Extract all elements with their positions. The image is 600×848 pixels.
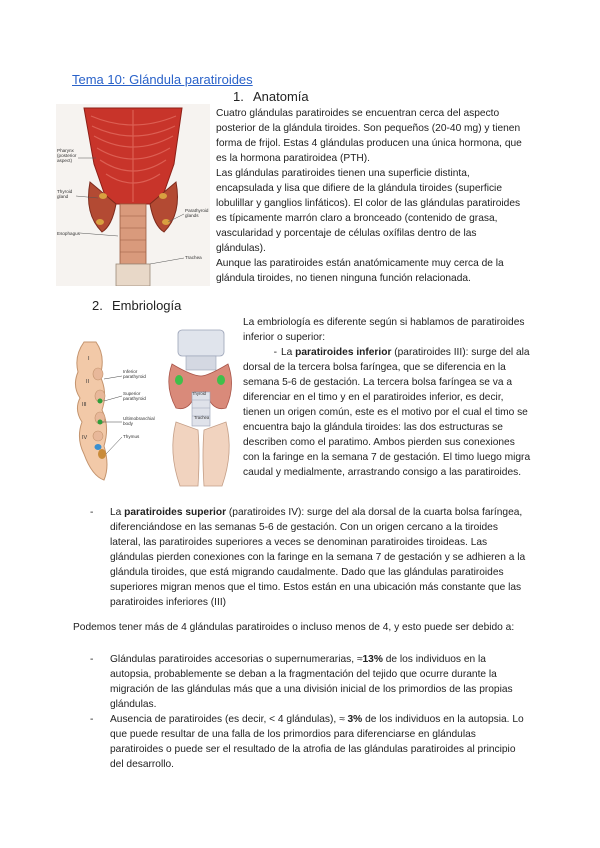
variation-2-pre: Ausencia de paratiroides (es decir, < 4 glándulas), ≈ [110, 714, 348, 725]
list-item-inferior [243, 345, 533, 480]
superior-pre: La [110, 507, 125, 518]
list-dash: - [90, 507, 94, 518]
label-thyroid-1: Thyroid [57, 189, 73, 194]
anatomy-text [216, 106, 528, 286]
list-dash: - [90, 714, 94, 725]
variation-1-body: de los individuos en la autopsia, probablemente se deban a la fragmentación del tejido que ocurre durante la migración de las glándulas más que a una división inicial de los primordios de las propias glándulas. [110, 654, 513, 710]
parathyroid-posterior-illustration [56, 104, 210, 286]
label-thyroid-2: gland [57, 194, 69, 199]
section-title: Embriología [112, 298, 182, 313]
label-ultimobranchial-2: body [123, 421, 133, 426]
section-number: 2. [92, 298, 103, 313]
list-item-superior [90, 505, 530, 610]
label-pharynx-1: Pharynx [57, 148, 74, 153]
label-thymus: Thymus [123, 434, 140, 439]
pharyngeal-pouch-illustration [58, 326, 236, 490]
list-dash: - [273, 347, 277, 358]
label-trachea: Trachea [185, 255, 202, 260]
variation-2-bold: 3% [347, 714, 363, 725]
label-pharynx-3: aspect) [57, 158, 73, 163]
label-pharynx-2: (posterior [57, 153, 77, 158]
page-title[interactable]: Tema 10: Glándula paratiroides [72, 72, 253, 87]
anatomy-paragraph-2: Las glándulas paratiroides tienen una superficie distinta, encapsulada y lisa que difiere de la glándula tiroides (superficie lobulillar y ganglios linfáticos). El color de las glándulas paratiroides es típicamente marrón claro a bronceado (contenido de grasa, vascularidad y porcentaje de células oxífilas dentro de las glándulas). [216, 168, 521, 254]
variation-1-pre: Glándulas paratiroides accesorias o supernumerarias, ≈ [110, 654, 363, 665]
anatomy-paragraph-1: Cuatro glándulas paratiroides se encuentran cerca del aspecto posterior de la glándula tiroides. Son pequeños (20-40 mg) y tienen forma de frijol. Estas 4 glándulas producen una única hormona, que es la hormona paratiroidea (PTH). [216, 108, 522, 164]
embryology-intro: La embriología es diferente según si hablamos de paratiroides inferior o superior: [243, 317, 525, 343]
section-title: Anatomía [253, 89, 309, 104]
label-superior-parathyroid-1: Superior [123, 391, 141, 396]
variation-1-bold: 13% [362, 654, 383, 665]
section-heading-anatomy [233, 89, 309, 104]
label-superior-parathyroid-2: parathyroid [123, 396, 146, 401]
section-heading-embryology [92, 298, 181, 313]
anatomy-figure [56, 104, 210, 286]
inferior-bold: paratiroides inferior [295, 347, 392, 358]
roman-label-3: III [82, 402, 87, 408]
label-inferior-parathyroid-1: Inferior [123, 369, 138, 374]
list-dash: - [90, 654, 94, 665]
label-inferior-parathyroid-2: parathyroid [123, 374, 146, 379]
label-parathyroid-1: Parathyroid [185, 208, 209, 213]
variation-2-body: de los individuos en la autopsia. Lo que puede resultar de una falla de los primordios para diferenciarse en glándulas paratiroides o puede ser el resultado de la atrofia de las glándulas paratiroides al principio del desarrollo. [110, 714, 524, 770]
superior-bold: paratiroides superior [124, 507, 227, 518]
embryology-figure [58, 326, 236, 490]
variations-list-item-2 [90, 712, 530, 772]
superior-body: (paratiroides IV): surge del ala dorsal de la cuarta bolsa faríngea, diferenciándose en las semanas 5-6 de gestación. Con un origen cercano a la tiroides lateral, las paratiroides superiores a veces se denominan paratiroides tiroideas. Las glándulas pierden conexiones con la faringe en la semana 7 de gestación y se adhieren a la glándula tiroides, que está migrando caudalmente. Dado que las glándulas paratiroides superiores migran menos que el timo. Estos están en una ubicación más constante que las paratiroides inferiores (III) [110, 507, 526, 608]
label-parathyroid-2: glands [185, 213, 199, 218]
variations-intro: Podemos tener más de 4 glándulas paratiroides o incluso menos de 4, y esto puede ser debido a: [73, 622, 515, 633]
roman-label-1: I [88, 356, 90, 362]
roman-label-4: IV [82, 435, 88, 441]
roman-label-2: II [86, 379, 90, 385]
label-trachea-small: Trachea [194, 415, 210, 420]
section-number: 1. [233, 89, 244, 104]
inferior-body: (paratiroides III): surge del ala dorsal de la tercera bolsa faríngea, que se diferencia en la semana 5-6 de gestación. La tercera bolsa faríngea se va a diferenciar en el timo y en el paratiroides inferior, es decir, tienen un origen común, este es el motivo por el cual el timo se encuentra bajo la glándula tiroides: las dos estructuras se describen como el paratimo. Ambos pierden sus conexiones con la faringe en la semana 7 de gestación. El timo luego migra caudal y medialmente, arrastrando consigo a las paratiroides. [243, 347, 531, 478]
inferior-pre: La [281, 347, 296, 358]
label-thyroid-small: Thyroid [192, 391, 206, 396]
variations-list-item-1 [90, 652, 530, 712]
label-esophagus: Esophagus [57, 231, 80, 236]
label-ultimobranchial-1: Ultimobranchial [123, 416, 155, 421]
anatomy-paragraph-3: Aunque las paratiroides están anatómicamente muy cerca de la glándula tiroides, no tienen ninguna función relacionada. [216, 258, 504, 284]
